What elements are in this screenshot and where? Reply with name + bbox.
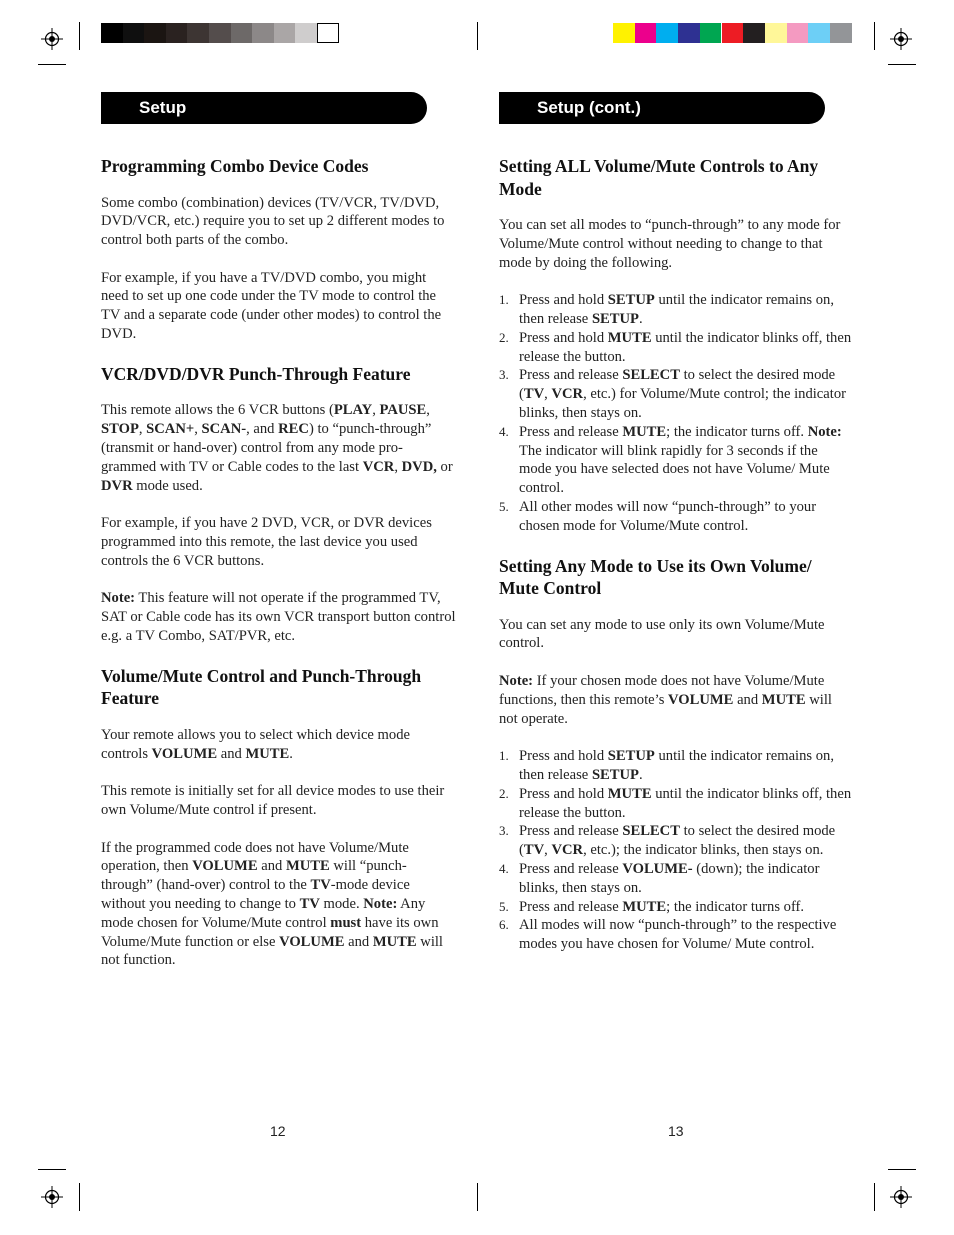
text-run: ; the indicator turns off.: [666, 423, 808, 440]
color-swatch: [144, 23, 166, 43]
color-swatch: [722, 23, 744, 43]
volume-mute-heading: Volume/Mute Control and Punch-Through Feature: [101, 665, 422, 709]
color-swatch: [678, 23, 700, 43]
color-swatch: [613, 23, 635, 43]
text-run: If your chosen mode does not have Volume/Mute functions, then this remote’s: [499, 672, 825, 708]
text-run: Press and hold: [519, 329, 608, 346]
text-run: , etc.) for Volume/Mute control; the indicator blinks, then stays on.: [519, 386, 846, 421]
text-run: Press and release: [519, 423, 623, 440]
color-swatch: [787, 23, 809, 43]
bold-keyword: SCAN-: [201, 421, 247, 438]
bold-keyword: MUTE: [761, 691, 806, 708]
step-item: [499, 423, 853, 498]
color-swatch: [209, 23, 231, 43]
bold-keyword: VOLUME-: [622, 860, 693, 877]
text-run: Press and release: [519, 860, 623, 877]
bold-keyword: PLAY: [333, 402, 373, 419]
step-number: 5.: [499, 898, 509, 914]
all-volume-intro: You can set all modes to “punch-through” to any mode for Volume/Mute control without needing to change to that mode by doing the following.: [499, 217, 841, 271]
color-swatch: [656, 23, 678, 43]
text-run: Your remote allows you to select which device mode controls: [101, 726, 410, 762]
text-run: Any mode chosen for Volume/Mute control: [101, 895, 426, 931]
bold-keyword: TV: [523, 386, 545, 403]
text-run: to select the desired mode (: [519, 367, 836, 403]
text-run: Press and release: [519, 367, 623, 384]
step-item: [499, 898, 853, 917]
bold-keyword: VOLUME: [279, 933, 345, 950]
page-number-right: 13: [668, 1123, 684, 1139]
text-run: will not operate.: [499, 691, 832, 727]
color-swatch: [166, 23, 188, 43]
text-run: until the indicator remains on, then release: [519, 748, 834, 783]
text-run: Press and hold: [519, 785, 608, 802]
color-swatch: [101, 23, 123, 43]
text-run: or: [436, 458, 453, 475]
color-swatch: [274, 23, 296, 43]
text-run: and: [217, 745, 246, 762]
text-run: ,: [544, 386, 552, 403]
text-run: and: [257, 858, 286, 875]
step-number: 1.: [499, 748, 509, 764]
step-number: 3.: [499, 367, 509, 383]
text-run: until the indicator blinks off, then release the button.: [519, 329, 852, 365]
registration-mark-icon: [41, 28, 63, 50]
color-swatch: [231, 23, 253, 43]
color-swatch: [123, 23, 145, 43]
own-volume-intro: You can set any mode to use only its own Volume/Mute control.: [499, 616, 825, 652]
step-item: [499, 822, 853, 860]
text-run: -mode device without you needing to change to: [101, 877, 410, 912]
step-item: [499, 329, 853, 367]
bold-keyword: SCAN+: [146, 421, 195, 438]
own-volume-note: [499, 672, 853, 728]
own-volume-steps: [499, 747, 853, 954]
bold-keyword: VOLUME: [668, 691, 734, 708]
bold-keyword: MUTE: [285, 858, 330, 875]
text-run: ,: [372, 402, 380, 419]
volume-mute-paragraph-2: This remote is initially set for all device modes to use their own Volume/Mute control if present.: [101, 783, 445, 818]
color-swatch: [808, 23, 830, 43]
text-run: ,: [426, 402, 430, 419]
text-run: All other modes will now “punch-through” to your chosen mode for Volume/Mute control.: [519, 498, 817, 534]
bold-keyword: MUTE: [622, 423, 667, 440]
text-run: ; the indicator turns off.: [666, 898, 805, 915]
text-run: ,: [138, 421, 147, 438]
text-run: This remote allows the 6 VCR buttons (: [101, 402, 334, 419]
bold-keyword: REC: [278, 421, 309, 438]
bold-keyword: VCR: [551, 386, 584, 403]
step-item: [499, 916, 853, 954]
text-run: .: [638, 766, 643, 783]
bold-keyword: Note:: [807, 423, 842, 440]
step-item: [499, 785, 853, 823]
text-run: .: [289, 745, 293, 762]
bold-keyword: DVD,: [401, 458, 437, 475]
page-number-left: 12: [270, 1123, 286, 1139]
text-run: have its own Volume/Mute function or else: [101, 914, 439, 950]
text-run: mode.: [319, 895, 364, 912]
combo-codes-paragraph-2: For example, if you have a TV/DVD combo, you might need to set up one code under the TV mode to control the TV and a separate code (under other modes) to control the DVD.: [101, 269, 442, 343]
text-run: If the programmed code does not have Volume/Mute operation, then: [101, 839, 409, 875]
step-number: 4.: [499, 423, 509, 439]
bold-keyword: MUTE: [607, 329, 652, 346]
text-run: The indicator will blink rapidly for 3 seconds if the mode you have selected does not have Volume/ Mute control.: [519, 442, 830, 497]
text-run: .: [638, 310, 643, 327]
bold-keyword: VOLUME: [192, 858, 258, 875]
bold-keyword: PAUSE: [379, 402, 427, 419]
step-number: 1.: [499, 292, 509, 308]
bold-keyword: DVR: [101, 477, 133, 494]
punch-through-paragraph-2: For example, if you have 2 DVD, VCR, or DVR devices programmed into this remote, the last device you used controls the 6 VCR buttons.: [101, 515, 432, 569]
text-run: will not function.: [101, 933, 443, 969]
text-run: ) to “punch-through” (transmit or hand-over) control from any mode pro-grammed with TV or Cable codes to the last: [101, 421, 432, 475]
bold-keyword: MUTE: [245, 745, 290, 762]
text-run: , and: [246, 421, 279, 438]
text-run: until the indicator blinks off, then release the button.: [519, 785, 852, 821]
punch-through-paragraph-1: [101, 401, 457, 495]
step-number: 2.: [499, 329, 509, 345]
color-swatch: [830, 23, 852, 43]
step-item: [499, 860, 853, 898]
punch-through-note: [101, 589, 457, 645]
text-run: (down); the indicator blinks, then stays on.: [519, 860, 820, 896]
color-swatch: [317, 23, 339, 43]
text-run: ,: [194, 421, 202, 438]
volume-mute-paragraph-3: [101, 839, 457, 971]
bold-keyword: Note:: [363, 895, 398, 912]
bold-keyword: SETUP: [607, 748, 655, 765]
left-section-header: Setup: [101, 92, 427, 124]
bold-keyword: must: [330, 914, 362, 931]
volume-mute-paragraph-1: [101, 726, 457, 764]
color-swatch: [295, 23, 317, 43]
text-run: mode used.: [132, 477, 203, 494]
bold-keyword: TV: [299, 895, 320, 912]
text-run: Press and release: [519, 898, 623, 915]
left-column: [101, 155, 457, 970]
bold-keyword: VCR: [551, 842, 584, 859]
bold-keyword: MUTE: [372, 933, 417, 950]
bold-keyword: VOLUME: [151, 745, 218, 762]
text-run: Press and hold: [519, 292, 608, 309]
bold-keyword: STOP: [101, 421, 139, 438]
own-volume-heading: Setting Any Mode to Use its Own Volume/ Mute Control: [499, 555, 812, 599]
bold-keyword: MUTE: [607, 785, 652, 802]
step-number: 2.: [499, 785, 509, 801]
color-swatch: [765, 23, 787, 43]
registration-mark-icon: [890, 28, 912, 50]
bold-keyword: Note:: [101, 590, 136, 607]
registration-mark-icon: [41, 1186, 63, 1208]
text-run: and: [344, 933, 373, 950]
step-number: 4.: [499, 860, 509, 876]
bold-keyword: SELECT: [622, 367, 680, 384]
punch-through-heading: VCR/DVD/DVR Punch-Through Feature: [101, 363, 411, 384]
text-run: Press and hold: [519, 748, 608, 765]
text-run: This feature will not operate if the programmed TV, SAT or Cable code has its own VCR transport button control e.g. a TV Combo, SAT/PVR, etc.: [101, 590, 456, 644]
bold-keyword: SETUP: [591, 766, 639, 783]
all-volume-heading: Setting ALL Volume/Mute Controls to Any Mode: [499, 156, 819, 199]
bold-keyword: TV: [310, 877, 331, 894]
text-run: , etc.); the indicator blinks, then stays on.: [583, 842, 824, 859]
bold-keyword: Note:: [499, 672, 534, 689]
text-run: and: [733, 691, 762, 708]
color-swatch: [187, 23, 209, 43]
color-swatch: [700, 23, 722, 43]
all-volume-steps: [499, 291, 853, 535]
step-item: [499, 498, 853, 536]
text-run: All modes will now “punch-through” to the respective modes you have chosen for Volume/ Mute control.: [519, 917, 837, 953]
step-number: 3.: [499, 823, 509, 839]
step-number: 6.: [499, 917, 509, 933]
text-run: will “punch-through” (hand-over) control to the: [101, 858, 407, 894]
text-run: to select the desired mode (: [519, 823, 836, 859]
bold-keyword: SETUP: [591, 310, 639, 327]
step-number: 5.: [499, 498, 509, 514]
bold-keyword: TV: [523, 842, 545, 859]
step-item: [499, 366, 853, 422]
step-item: [499, 747, 853, 785]
text-run: until the indicator remains on, then release: [519, 292, 834, 327]
right-section-header: Setup (cont.): [499, 92, 825, 124]
text-run: Press and release: [519, 823, 623, 840]
combo-codes-paragraph-1: Some combo (combination) devices (TV/VCR, TV/DVD, DVD/VCR, etc.) require you to set up 2 different modes to control both parts of the combo.: [101, 194, 445, 249]
color-swatch: [635, 23, 657, 43]
text-run: ,: [544, 842, 552, 859]
combo-codes-heading: Programming Combo Device Codes: [101, 156, 369, 176]
registration-mark-icon: [890, 1186, 912, 1208]
bold-keyword: MUTE: [622, 898, 667, 915]
step-item: [499, 291, 853, 329]
bold-keyword: VCR: [362, 458, 395, 475]
bold-keyword: SELECT: [622, 823, 680, 840]
bold-keyword: SETUP: [607, 292, 655, 309]
color-swatch: [743, 23, 765, 43]
right-column: [499, 155, 853, 954]
color-swatch: [252, 23, 274, 43]
text-run: ,: [394, 458, 402, 475]
